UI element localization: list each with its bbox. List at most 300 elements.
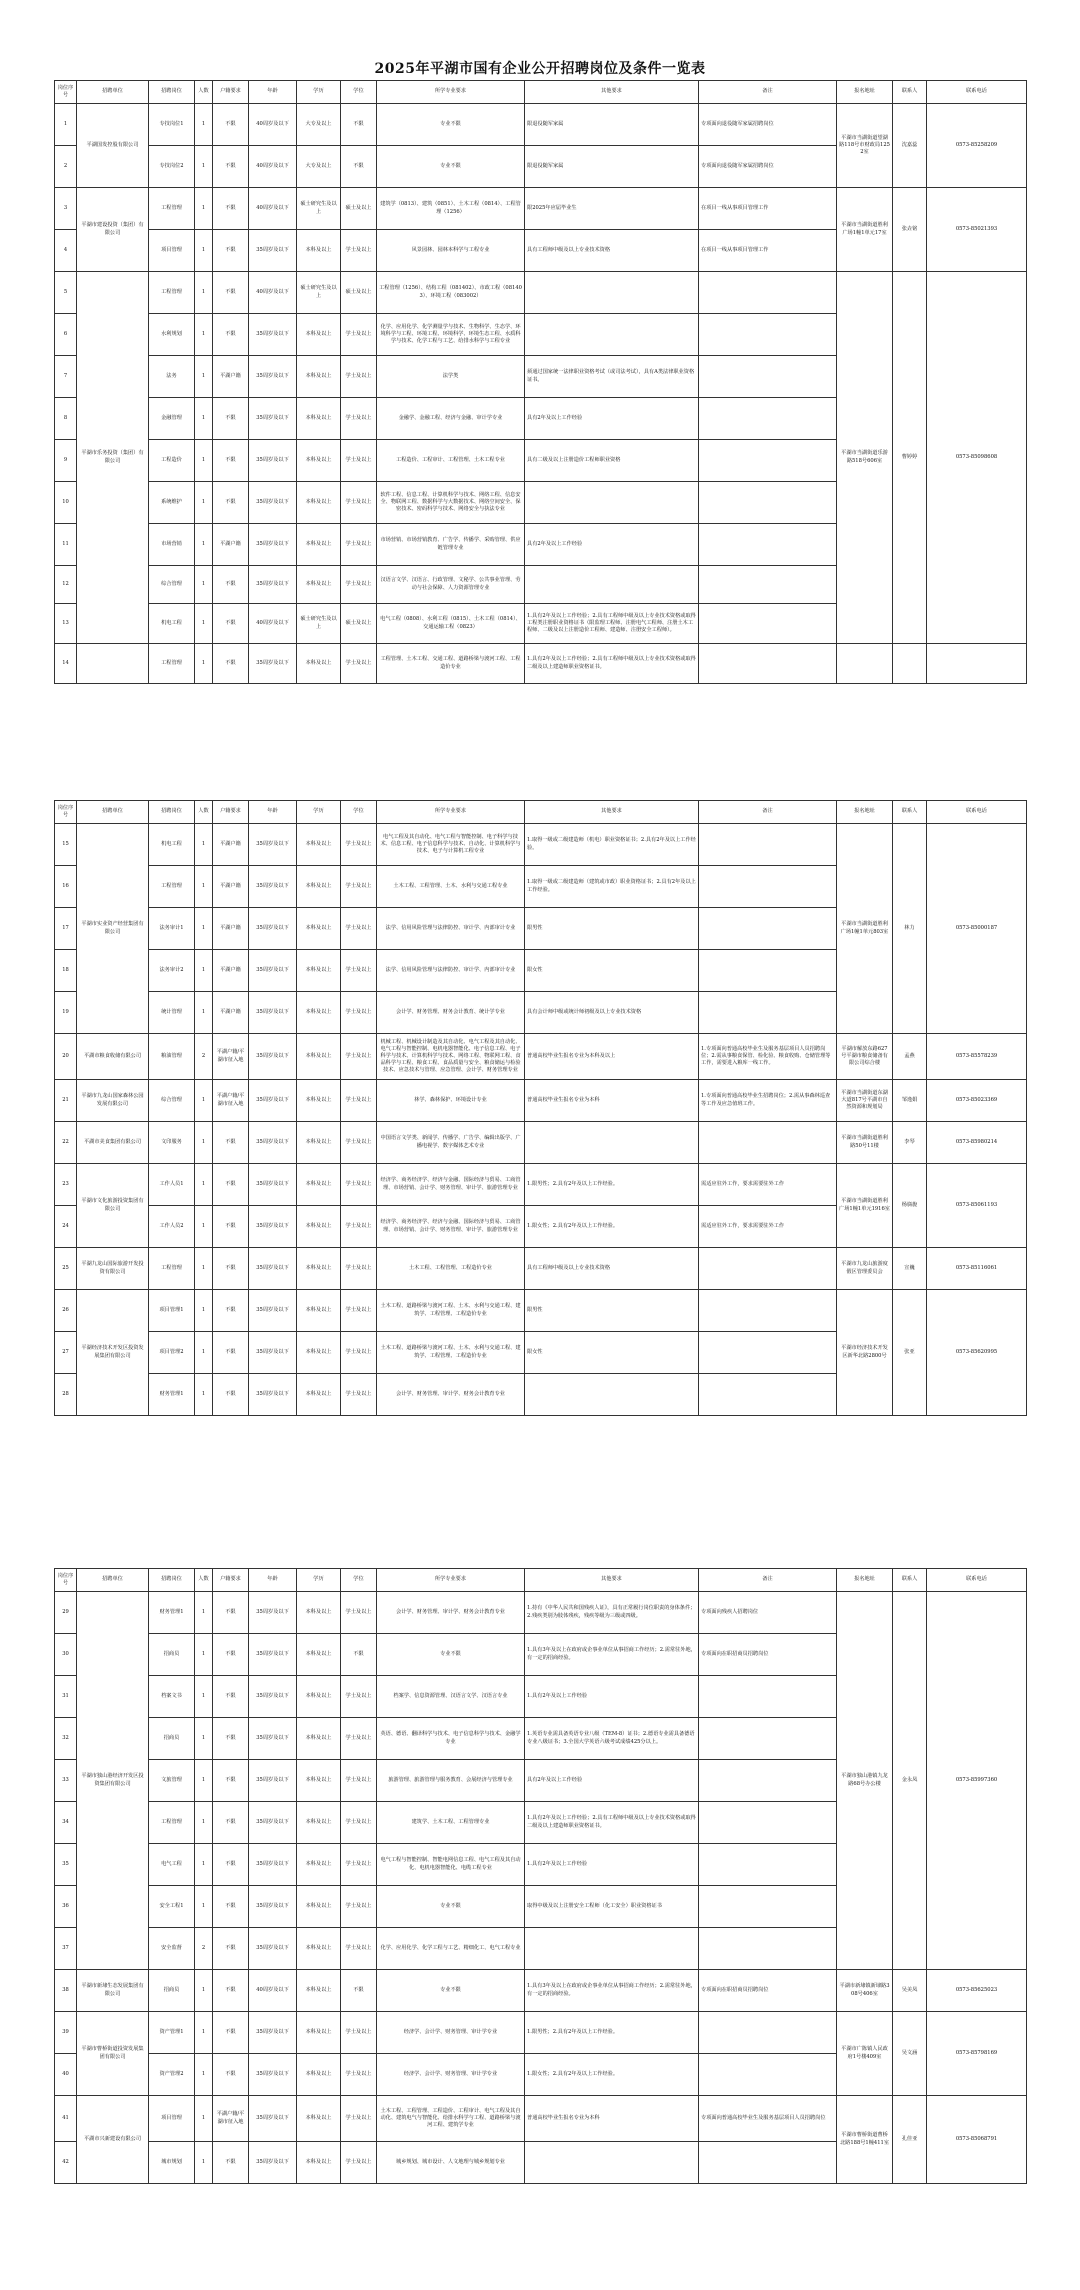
cell-position: 法务 [149, 356, 195, 398]
cell-age: 35周岁及以下 [249, 1760, 297, 1802]
cell-employer: 平湖市文化旅游投资集团有限公司 [77, 1164, 149, 1248]
table-row [55, 824, 1027, 866]
cell-address: 平湖市曹桥街道曹桥北路188号1幢411室 [837, 2096, 893, 2184]
cell-degree: 不限 [341, 1970, 377, 2012]
cell-employer: 平湖九龙山国际旅游开发投资有限公司 [77, 1248, 149, 1290]
table-row [55, 1248, 1027, 1290]
header-education: 学历 [297, 1569, 341, 1592]
cell-age: 35周岁及以下 [249, 1844, 297, 1886]
header-position: 招聘岗位 [149, 81, 195, 104]
cell-age: 40周岁及以下 [249, 1970, 297, 2012]
cell-remarks: 专项面向残疾人招聘岗位 [699, 1592, 837, 1634]
cell-phone [927, 644, 1027, 684]
cell-degree: 学士及以上 [341, 1760, 377, 1802]
cell-address: 平湖市独山港镇九龙路68号办公楼 [837, 1592, 893, 1970]
cell-remarks [699, 524, 837, 566]
cell-degree: 学士及以上 [341, 1928, 377, 1970]
cell-hukou: 不限 [213, 2142, 249, 2184]
cell-seq: 4 [55, 230, 77, 272]
cell-position: 项目管理2 [149, 1332, 195, 1374]
cell-major: 法学类 [377, 356, 525, 398]
cell-education: 硕士研究生及以上 [297, 272, 341, 314]
cell-count: 1 [195, 2012, 213, 2054]
header-position: 招聘岗位 [149, 801, 195, 824]
cell-other: 具有工程师中级及以上专业技术资格 [525, 1248, 699, 1290]
cell-degree: 学士及以上 [341, 1374, 377, 1416]
cell-hukou: 不限 [213, 566, 249, 604]
cell-hukou: 不限 [213, 1592, 249, 1634]
cell-major: 法学、信用风险管理与法律防控、审计学、内部审计专业 [377, 908, 525, 950]
cell-education: 硕士研究生及以上 [297, 604, 341, 644]
cell-position: 工程管理 [149, 272, 195, 314]
cell-major: 汉语言文学、汉语言、行政管理、文秘学、公共事业管理、劳动与社会保障、人力资源管理专业 [377, 566, 525, 604]
table-row [55, 1034, 1027, 1080]
cell-age: 35周岁及以下 [249, 398, 297, 440]
cell-age: 35周岁及以下 [249, 1676, 297, 1718]
cell-hukou: 平湖户籍 [213, 908, 249, 950]
cell-position: 档案文书 [149, 1676, 195, 1718]
cell-seq: 24 [55, 1206, 77, 1248]
cell-address: 平湖市当湖街道胜利广场1幢1单元803室 [837, 824, 893, 1034]
header-remarks: 备注 [699, 81, 837, 104]
cell-hukou: 不限 [213, 1676, 249, 1718]
cell-major: 机械工程、机械设计制造及其自动化、电气工程及其自动化、电气工程与智能控制、电机电器智能化、电子信息工程、电子科学与技术、计算机科学与技术、网络工程、物联网工程、食品科学与工程、粮食工程、食品质量与安全、粮食储运与检验技术、应急技术与管理、应急管理、会计学、财务管理专业 [377, 1034, 525, 1080]
cell-remarks: 专项面向在职招商员招聘岗位 [699, 1970, 837, 2012]
cell-phone: 0573-85061193 [927, 1164, 1027, 1248]
cell-other: 具有2年及以上工作经验 [525, 524, 699, 566]
cell-age: 40周岁及以下 [249, 104, 297, 146]
cell-position: 财务管理1 [149, 1374, 195, 1416]
cell-degree: 学士及以上 [341, 566, 377, 604]
cell-address: 平湖市当湖街道东湖大道817号平湖市自然资源和规划局 [837, 1080, 893, 1122]
cell-employer: 平湖市粮食收储有限公司 [77, 1034, 149, 1080]
cell-seq: 33 [55, 1760, 77, 1802]
cell-employer: 平湖市独山港经济开发区投资集团有限公司 [77, 1592, 149, 1970]
cell-count: 1 [195, 1886, 213, 1928]
cell-count: 1 [195, 1592, 213, 1634]
cell-seq: 32 [55, 1718, 77, 1760]
cell-other: 1.取得一级或二级建造师（建筑或市政）职业资格证书；2.具有2年及以上工作经验。 [525, 866, 699, 908]
header-contact: 联系人 [893, 81, 927, 104]
header-age: 年龄 [249, 81, 297, 104]
cell-major: 土木工程、工程管理、工程造价专业 [377, 1248, 525, 1290]
cell-hukou: 不限 [213, 104, 249, 146]
cell-count: 1 [195, 1760, 213, 1802]
cell-count: 1 [195, 356, 213, 398]
cell-remarks: 在项目一线从事项目管理工作 [699, 188, 837, 230]
cell-degree: 学士及以上 [341, 524, 377, 566]
cell-education: 硕士研究生及以上 [297, 188, 341, 230]
cell-major: 建筑学、土木工程、工程管理专业 [377, 1802, 525, 1844]
cell-degree: 学士及以上 [341, 908, 377, 950]
cell-major: 专业不限 [377, 146, 525, 188]
cell-seq: 40 [55, 2054, 77, 2096]
recruitment-table-page-3 [54, 1568, 1027, 2184]
cell-hukou: 不限 [213, 2054, 249, 2096]
cell-remarks: 需适应驻外工作，要求需要驻外工作 [699, 1164, 837, 1206]
cell-seq: 2 [55, 146, 77, 188]
cell-education: 本科及以上 [297, 1592, 341, 1634]
cell-hukou: 不限 [213, 1164, 249, 1206]
cell-seq: 36 [55, 1886, 77, 1928]
cell-education: 本科及以上 [297, 1634, 341, 1676]
cell-position: 资产管理2 [149, 2054, 195, 2096]
cell-hukou: 平湖户籍 [213, 356, 249, 398]
cell-degree: 学士及以上 [341, 1592, 377, 1634]
cell-position: 工作人员2 [149, 1206, 195, 1248]
cell-other: 1.限女性；2.具有2年及以上工作经验。 [525, 2054, 699, 2096]
cell-position: 粮油管理 [149, 1034, 195, 1080]
cell-seq: 6 [55, 314, 77, 356]
cell-degree: 学士及以上 [341, 1034, 377, 1080]
cell-phone: 0573-85098608 [927, 272, 1027, 644]
cell-education: 本科及以上 [297, 566, 341, 604]
cell-position: 项目管理1 [149, 1290, 195, 1332]
cell-major: 中国语言文学类、新闻学、传播学、广告学、编辑出版学、广播电视学、数字媒体艺术专业 [377, 1122, 525, 1164]
table-header-row [55, 81, 1027, 104]
cell-employer: 平湖市美食集团有限公司 [77, 1122, 149, 1164]
cell-education: 本科及以上 [297, 440, 341, 482]
cell-contact: 吴美凤 [893, 1970, 927, 2012]
cell-other: 取得中级及以上注册安全工程师（化工安全）职业资格证书 [525, 1886, 699, 1928]
cell-age: 35周岁及以下 [249, 566, 297, 604]
cell-position: 市场营销 [149, 524, 195, 566]
cell-position: 专技岗位1 [149, 104, 195, 146]
header-hukou: 户籍要求 [213, 81, 249, 104]
cell-employer: 平湖市建设投资（集团）有限公司 [77, 188, 149, 272]
cell-degree: 学士及以上 [341, 824, 377, 866]
cell-education: 本科及以上 [297, 2012, 341, 2054]
cell-hukou: 不限 [213, 1634, 249, 1676]
cell-position: 财务管理1 [149, 1592, 195, 1634]
table-row [55, 1970, 1027, 2012]
cell-remarks [699, 1802, 837, 1844]
cell-remarks [699, 1760, 837, 1802]
cell-remarks [699, 1248, 837, 1290]
cell-count: 2 [195, 1928, 213, 1970]
cell-education: 本科及以上 [297, 866, 341, 908]
cell-employer: 平湖市实业资产经营集团有限公司 [77, 824, 149, 1034]
header-phone: 联系电话 [927, 1569, 1027, 1592]
cell-remarks [699, 314, 837, 356]
cell-major: 经济学、商务经济学、经济与金融、国际经济与贸易、工商管理、市场营销、会计学、财务管理、审计学、旅游管理专业 [377, 1206, 525, 1248]
cell-major: 土木工程、道路桥梁与渡河工程、土木、水利与交通工程、建筑学、工程管理、工程造价专业 [377, 1290, 525, 1332]
cell-age: 35周岁及以下 [249, 1928, 297, 1970]
cell-other: 普通高校毕业生报名专业为本科 [525, 2096, 699, 2142]
cell-remarks [699, 1886, 837, 1928]
cell-seq: 8 [55, 398, 77, 440]
cell-seq: 41 [55, 2096, 77, 2142]
table-row [55, 188, 1027, 230]
cell-degree: 学士及以上 [341, 482, 377, 524]
cell-contact: 曹婷婷 [893, 272, 927, 644]
cell-major: 电气工程（0808）、水利工程（0815）、土木工程（0814）、交通运输工程（0823） [377, 604, 525, 644]
header-count: 人数 [195, 801, 213, 824]
cell-address: 平湖市九龙山旅游度假区管理委员会 [837, 1248, 893, 1290]
cell-major: 英语、德语、翻译科学与技术、电子信息科学与技术、金融学专业 [377, 1718, 525, 1760]
cell-hukou: 不限 [213, 398, 249, 440]
cell-education: 本科及以上 [297, 1164, 341, 1206]
cell-other: 具有2年及以上工作经验 [525, 398, 699, 440]
cell-education: 本科及以上 [297, 1332, 341, 1374]
cell-hukou: 不限 [213, 1248, 249, 1290]
cell-education: 本科及以上 [297, 2142, 341, 2184]
document-title: 2025年平湖市国有企业公开招聘岗位及条件一览表 [374, 61, 706, 77]
cell-hukou: 不限 [213, 644, 249, 684]
cell-other: 1.取得一级或二级建造师（机电）职业资格证书；2.具有2年及以上工作经验。 [525, 824, 699, 866]
cell-major: 林学、森林保护、环境设计专业 [377, 1080, 525, 1122]
cell-education: 本科及以上 [297, 1802, 341, 1844]
cell-major: 经济学、商务经济学、经济与金融、国际经济与贸易、工商管理、市场营销、会计学、财务管理、审计学、旅游管理专业 [377, 1164, 525, 1206]
header-employer: 招聘单位 [77, 81, 149, 104]
cell-age: 35周岁及以下 [249, 1080, 297, 1122]
cell-hukou: 不限 [213, 1760, 249, 1802]
cell-contact: 杨旖旎 [893, 1164, 927, 1248]
cell-other: 1.具有2年及以上工作经验；2.具有工程师中级及以上专业技术资格或取得二级及以上建造师职业资格证书。 [525, 1802, 699, 1844]
cell-seq: 9 [55, 440, 77, 482]
cell-degree: 学士及以上 [341, 950, 377, 992]
cell-employer: 平湖市兴新建设有限公司 [77, 2096, 149, 2184]
cell-major: 专业不限 [377, 1886, 525, 1928]
cell-other: 1.英语专业需具备英语专业八级（TEM-8）证书；2.德语专业需具备德语专业八级证书；3.全国大学英语六级考试成绩425分以上。 [525, 1718, 699, 1760]
cell-position: 文旅管理 [149, 1760, 195, 1802]
header-seq: 岗位序号 [55, 1569, 77, 1592]
cell-position: 工作人员1 [149, 1164, 195, 1206]
cell-hukou: 不限 [213, 188, 249, 230]
header-hukou: 户籍要求 [213, 1569, 249, 1592]
cell-phone: 0573-85021393 [927, 188, 1027, 272]
cell-remarks [699, 398, 837, 440]
header-count: 人数 [195, 81, 213, 104]
cell-phone: 0573-85625023 [927, 1970, 1027, 2012]
cell-education: 本科及以上 [297, 1844, 341, 1886]
cell-remarks: 需适应驻外工作，要求需要驻外工作 [699, 1206, 837, 1248]
header-seq: 岗位序号 [55, 81, 77, 104]
cell-seq: 31 [55, 1676, 77, 1718]
cell-count: 1 [195, 1206, 213, 1248]
cell-seq: 19 [55, 992, 77, 1034]
cell-phone: 0573-85116061 [927, 1248, 1027, 1290]
cell-count: 1 [195, 104, 213, 146]
cell-employer: 平湖国发控股有限公司 [77, 104, 149, 188]
cell-position: 安全工程1 [149, 1886, 195, 1928]
cell-hukou: 平湖户籍/平湖市征入地 [213, 1080, 249, 1122]
cell-education: 大专及以上 [297, 146, 341, 188]
header-other: 其他要求 [525, 801, 699, 824]
cell-education: 本科及以上 [297, 1374, 341, 1416]
cell-education: 本科及以上 [297, 1886, 341, 1928]
cell-seq: 17 [55, 908, 77, 950]
cell-position: 项目管理 [149, 2096, 195, 2142]
cell-seq: 38 [55, 1970, 77, 2012]
cell-degree: 学士及以上 [341, 2054, 377, 2096]
cell-degree: 学士及以上 [341, 644, 377, 684]
cell-age: 35周岁及以下 [249, 1634, 297, 1676]
cell-education: 本科及以上 [297, 1928, 341, 1970]
cell-count: 1 [195, 644, 213, 684]
cell-education: 本科及以上 [297, 398, 341, 440]
cell-age: 40周岁及以下 [249, 604, 297, 644]
cell-position: 文印服务 [149, 1122, 195, 1164]
cell-other: 具有2年及以上工作经验 [525, 1760, 699, 1802]
cell-count: 1 [195, 2096, 213, 2142]
cell-other: 限2025年应届毕业生 [525, 188, 699, 230]
cell-remarks: 1.专项面向普通高校毕业生及服务基层项目人员招聘岗位；2.需从事粮食保管、检化验、粮食收购、仓储管理等工作，需要进入粮库一线工作。 [699, 1034, 837, 1080]
header-phone: 联系电话 [927, 801, 1027, 824]
cell-degree: 学士及以上 [341, 1290, 377, 1332]
cell-seq: 12 [55, 566, 77, 604]
cell-major: 旅游管理、旅游管理与服务教育、会展经济与管理专业 [377, 1760, 525, 1802]
cell-degree: 硕士及以上 [341, 272, 377, 314]
cell-employer: 平湖市新埭生态发展集团有限公司 [77, 1970, 149, 2012]
cell-degree: 学士及以上 [341, 2012, 377, 2054]
table-row [55, 644, 1027, 684]
cell-other: 普通高校毕业生报名专业为本科 [525, 1080, 699, 1122]
cell-other: 1.限男性；2.具有2年及以上工作经验。 [525, 2012, 699, 2054]
cell-hukou: 不限 [213, 1718, 249, 1760]
cell-degree: 学士及以上 [341, 1718, 377, 1760]
header-address: 报名地址 [837, 801, 893, 824]
cell-contact: 林力 [893, 824, 927, 1034]
cell-major: 土木工程、工程管理、土木、水利与交通工程专业 [377, 866, 525, 908]
cell-position: 机电工程 [149, 604, 195, 644]
cell-count: 1 [195, 566, 213, 604]
cell-contact: 金永凤 [893, 1592, 927, 1970]
cell-address [837, 644, 893, 684]
cell-employer: 平湖市九龙山国家森林公园发展有限公司 [77, 1080, 149, 1122]
header-other: 其他要求 [525, 1569, 699, 1592]
cell-count: 1 [195, 188, 213, 230]
cell-education: 本科及以上 [297, 314, 341, 356]
table-row [55, 1080, 1027, 1122]
cell-employer: 平湖市曹桥街道投资发展集团有限公司 [77, 2012, 149, 2096]
cell-seq: 23 [55, 1164, 77, 1206]
cell-remarks [699, 824, 837, 866]
cell-remarks [699, 1122, 837, 1164]
cell-hukou: 不限 [213, 2012, 249, 2054]
header-degree: 学位 [341, 801, 377, 824]
cell-degree: 不限 [341, 1634, 377, 1676]
cell-degree: 学士及以上 [341, 314, 377, 356]
cell-degree: 学士及以上 [341, 992, 377, 1034]
header-degree: 学位 [341, 81, 377, 104]
cell-hukou: 不限 [213, 1206, 249, 1248]
cell-age: 40周岁及以下 [249, 272, 297, 314]
cell-address: 平湖市当湖街道胜利路50号11楼 [837, 1122, 893, 1164]
cell-age: 35周岁及以下 [249, 314, 297, 356]
cell-count: 1 [195, 440, 213, 482]
cell-education: 本科及以上 [297, 2096, 341, 2142]
cell-remarks [699, 950, 837, 992]
cell-seq: 42 [55, 2142, 77, 2184]
cell-other: 1.限女性；2.具有2年及以上工作经验。 [525, 1206, 699, 1248]
cell-remarks [699, 992, 837, 1034]
header-contact: 联系人 [893, 801, 927, 824]
cell-age: 35周岁及以下 [249, 1374, 297, 1416]
cell-remarks [699, 1844, 837, 1886]
cell-major: 会计学、财务管理、审计学、财务会计教育专业 [377, 1592, 525, 1634]
header-contact: 联系人 [893, 1569, 927, 1592]
cell-other: 限退役随军家属 [525, 146, 699, 188]
cell-employer: 平湖经济技术开发区投资发展集团有限公司 [77, 1290, 149, 1416]
cell-education: 本科及以上 [297, 950, 341, 992]
cell-address: 平湖市当湖街道乐游路518号606室 [837, 272, 893, 644]
header-phone: 联系电话 [927, 81, 1027, 104]
cell-major: 专业不限 [377, 104, 525, 146]
cell-phone: 0573-85578239 [927, 1034, 1027, 1080]
cell-degree: 学士及以上 [341, 1080, 377, 1122]
header-address: 报名地址 [837, 1569, 893, 1592]
cell-seq: 35 [55, 1844, 77, 1886]
cell-age: 35周岁及以下 [249, 2142, 297, 2184]
cell-degree: 学士及以上 [341, 1164, 377, 1206]
cell-contact: 张垚铭 [893, 188, 927, 272]
cell-seq: 5 [55, 272, 77, 314]
cell-other [525, 566, 699, 604]
header-degree: 学位 [341, 1569, 377, 1592]
cell-remarks [699, 272, 837, 314]
cell-other: 1.具有2年及以上工作经验 [525, 1844, 699, 1886]
cell-contact: 李琴 [893, 1122, 927, 1164]
cell-other [525, 2142, 699, 2184]
cell-degree: 不限 [341, 104, 377, 146]
cell-count: 1 [195, 824, 213, 866]
table-row [55, 272, 1027, 314]
cell-count: 1 [195, 1122, 213, 1164]
cell-position: 金融管理 [149, 398, 195, 440]
cell-count: 1 [195, 2142, 213, 2184]
cell-other: 限退役随军家属 [525, 104, 699, 146]
cell-remarks: 专项面向普通高校毕业生及服务基层项目人员招聘岗位 [699, 2096, 837, 2142]
cell-seq: 30 [55, 1634, 77, 1676]
cell-age: 35周岁及以下 [249, 1034, 297, 1080]
cell-education: 本科及以上 [297, 482, 341, 524]
cell-degree: 学士及以上 [341, 1122, 377, 1164]
cell-contact: 邹逸娟 [893, 1080, 927, 1122]
cell-age: 35周岁及以下 [249, 1332, 297, 1374]
cell-seq: 1 [55, 104, 77, 146]
table-header-row [55, 1569, 1027, 1592]
header-employer: 招聘单位 [77, 1569, 149, 1592]
cell-count: 1 [195, 950, 213, 992]
cell-other: 须通过国家统一法律职业资格考试（或司法考试），具有A类法律职业资格证书。 [525, 356, 699, 398]
cell-position: 工程管理 [149, 644, 195, 684]
cell-degree: 学士及以上 [341, 398, 377, 440]
cell-other: 1.具有2年及以上工作经验；2.具有工程师中级及以上专业技术资格或取得工程类注册职业资格证书（限监理工程师、注册电气工程师、注册土木工程师、二级及以上注册造价工程师、建造师、注册安全工程师）。 [525, 604, 699, 644]
cell-education: 本科及以上 [297, 356, 341, 398]
header-education: 学历 [297, 801, 341, 824]
cell-education: 本科及以上 [297, 1760, 341, 1802]
header-major: 所学专业要求 [377, 81, 525, 104]
cell-other: 具有工程师中级及以上专业技术资格 [525, 230, 699, 272]
cell-other [525, 1928, 699, 1970]
cell-degree: 学士及以上 [341, 1676, 377, 1718]
cell-major: 专业不限 [377, 1970, 525, 2012]
cell-remarks [699, 2142, 837, 2184]
cell-age: 35周岁及以下 [249, 866, 297, 908]
cell-degree: 硕士及以上 [341, 604, 377, 644]
cell-hukou: 不限 [213, 230, 249, 272]
cell-major: 软件工程、信息工程、计算机科学与技术、网络工程、信息安全、物联网工程、数据科学与大数据技术、网络空间安全、保密技术、密码科学与技术、网络安全与执法专业 [377, 482, 525, 524]
cell-phone: 0573-85997360 [927, 1592, 1027, 1970]
cell-age: 35周岁及以下 [249, 1164, 297, 1206]
cell-age: 40周岁及以下 [249, 146, 297, 188]
cell-position: 工程管理 [149, 188, 195, 230]
cell-education: 本科及以上 [297, 1290, 341, 1332]
cell-degree: 学士及以上 [341, 866, 377, 908]
cell-seq: 25 [55, 1248, 77, 1290]
cell-count: 1 [195, 314, 213, 356]
